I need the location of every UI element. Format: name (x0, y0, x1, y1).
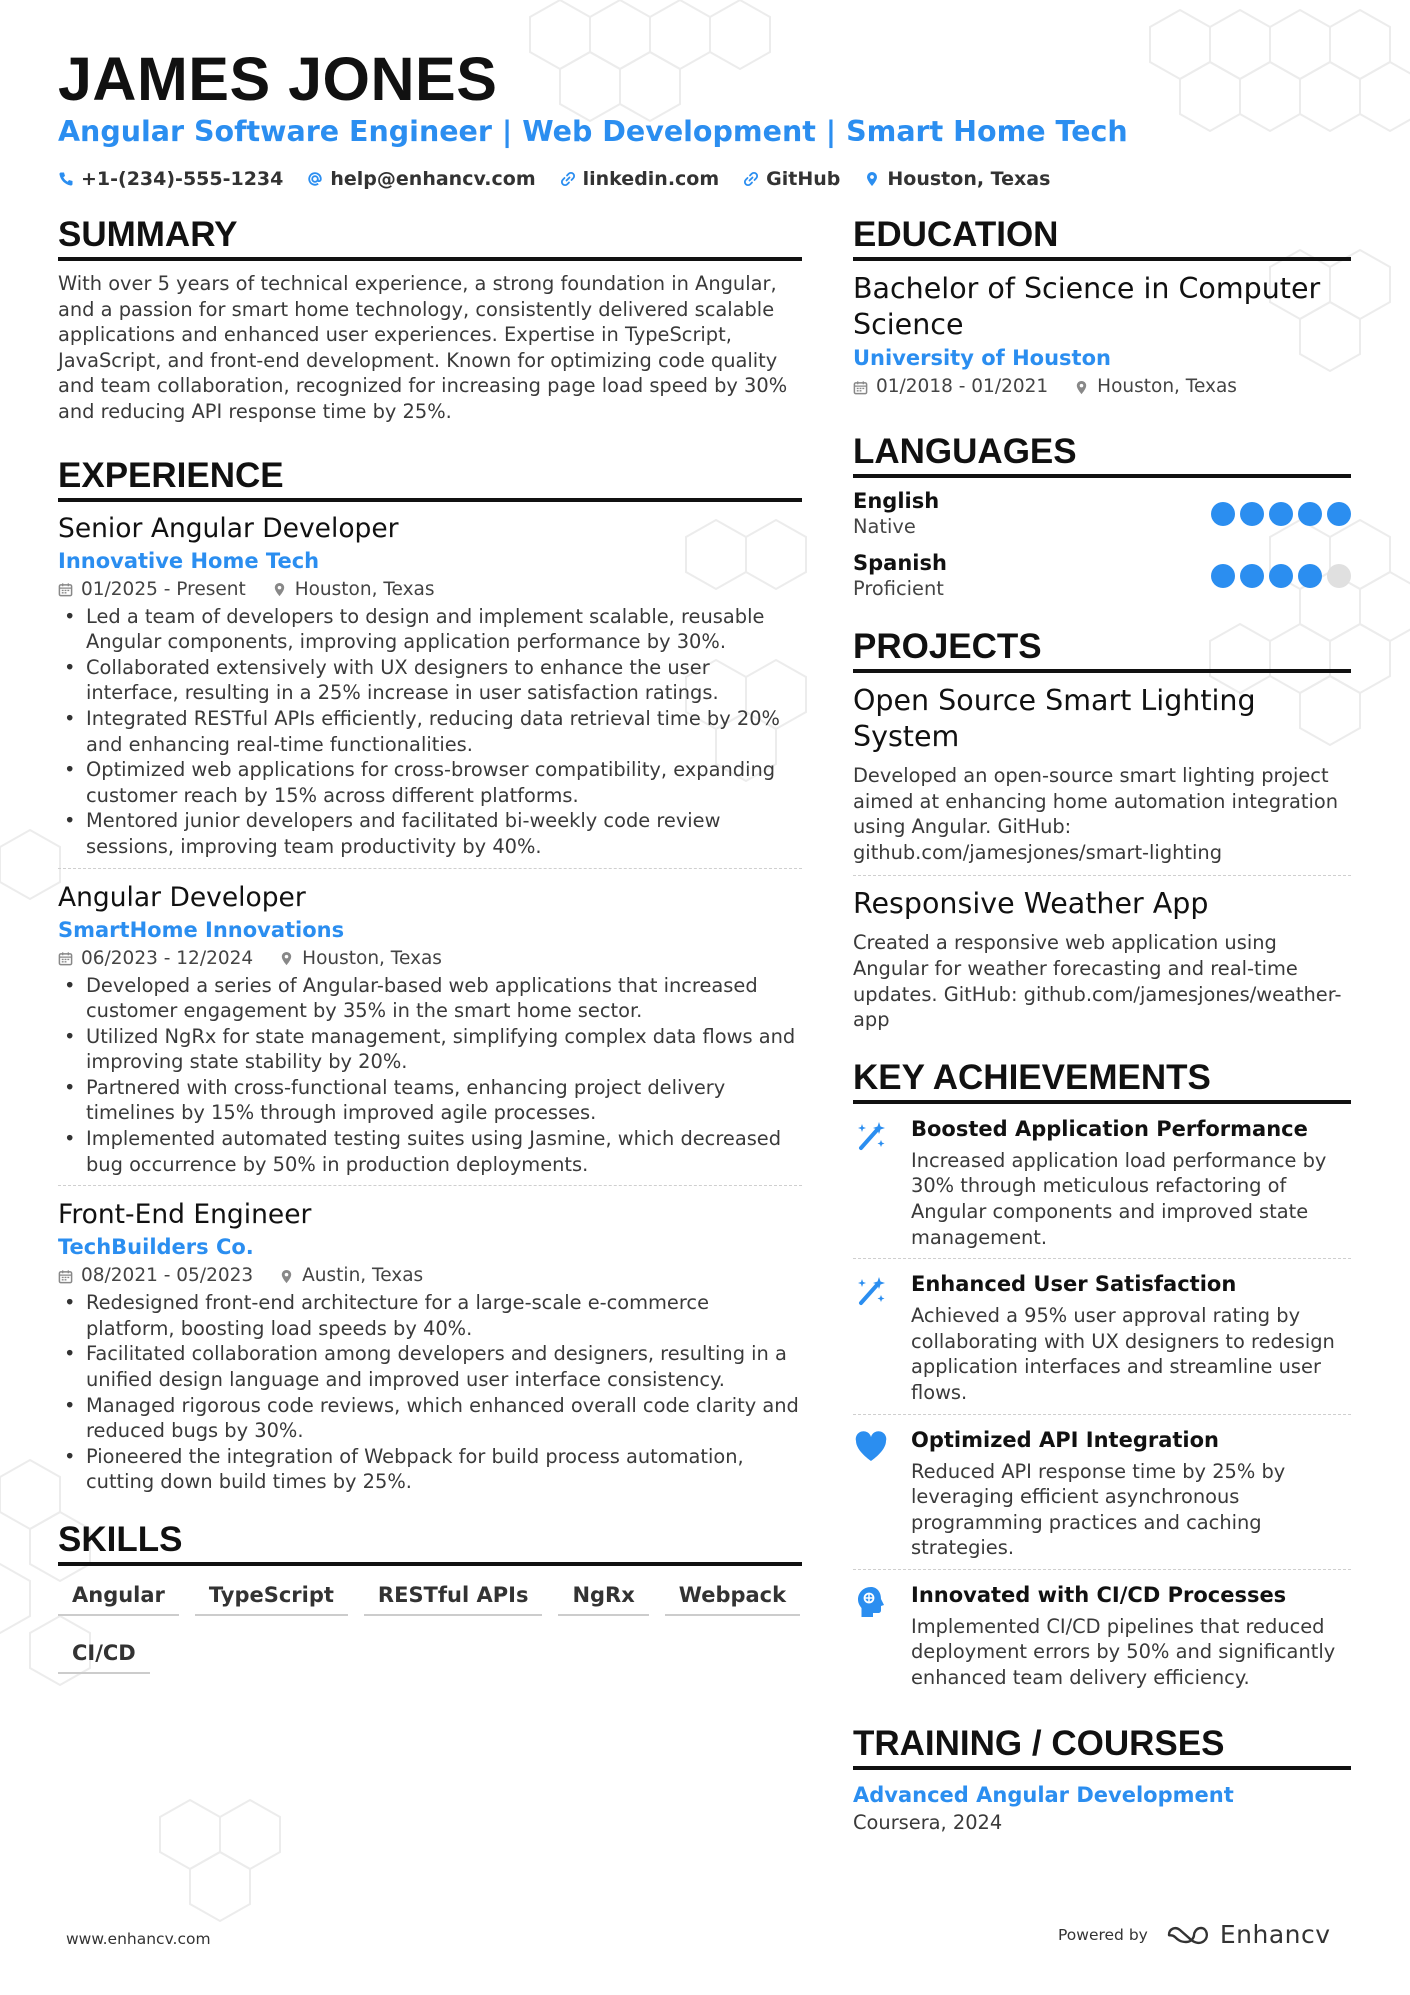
section-heading: KEY ACHIEVEMENTS (853, 1057, 1351, 1104)
language-entry (853, 550, 1351, 602)
education-dates (853, 373, 1048, 401)
at-sign-icon (307, 171, 323, 187)
skill-tag: CI/CD (58, 1634, 150, 1674)
job-location-text: Houston, Texas (294, 578, 435, 600)
education-location-text: Houston, Texas (1097, 376, 1237, 397)
school-name: University of Houston (853, 346, 1111, 370)
education-meta (853, 373, 1351, 401)
course-provider: Coursera, 2024 (853, 1810, 1003, 1834)
language-level: Proficient (853, 577, 944, 600)
job-dates-text: 01/2025 - Present (81, 578, 246, 600)
experience-section (58, 455, 802, 1503)
achievement-description: Increased application load performance by 30% through meticulous refactoring of Angular components and improved state management. (911, 1148, 1327, 1249)
candidate-name: JAMES JONES (58, 45, 498, 113)
contact-location (864, 168, 1050, 190)
achievement-title: Enhanced User Satisfaction (911, 1272, 1237, 1297)
location-pin-icon (1074, 380, 1089, 395)
language-name: Spanish (853, 551, 947, 575)
job-bullet: • Developed a series of Angular-based web applications that increased customer engagement by 35% in the smart home sector. (58, 973, 802, 1024)
achievement-title: Innovated with CI/CD Processes (911, 1582, 1287, 1607)
project-description: Created a responsive web application using Angular for weather forecasting and real-time updates. GitHub: github.com/jamesjones/weather-app (853, 931, 1342, 1032)
job-bullets (58, 604, 802, 860)
wand-icon (853, 1118, 889, 1154)
job-location-text: Austin, Texas (302, 1265, 424, 1287)
brand-name: Enhancv (1219, 1920, 1331, 1949)
achievement-title: Optimized API Integration (911, 1427, 1219, 1452)
calendar-icon (58, 1269, 73, 1284)
section-heading: SKILLS (58, 1519, 802, 1566)
achievements-section (853, 1057, 1351, 1699)
language-rating (1211, 502, 1351, 526)
experience-entry (58, 1198, 802, 1503)
job-title: Senior Angular Developer (58, 512, 399, 544)
job-bullet: • Implemented automated testing suites using Jasmine, which decreased bug occurrence by 50% in production deployments. (58, 1126, 802, 1177)
projects-section (853, 626, 1351, 1043)
contact-linkedin[interactable] (560, 168, 720, 190)
achievement-description: Achieved a 95% user approval rating by collaborating with UX designers to redesign application interfaces and streamline user flows. (911, 1304, 1335, 1404)
section-heading: PROJECTS (853, 626, 1351, 673)
achievement-entry (853, 1114, 1351, 1259)
language-rating (1211, 564, 1351, 588)
skill-tag: TypeScript (195, 1576, 348, 1616)
phone-icon (58, 171, 74, 187)
job-bullet: • Pioneered the integration of Webpack for build process automation, cutting down build times by 25%. (58, 1444, 802, 1495)
language-name: English (853, 489, 940, 513)
candidate-title: Angular Software Engineer | Web Development | Smart Home Tech (58, 115, 1128, 148)
experience-entry (58, 512, 802, 869)
heart-icon (853, 1429, 889, 1465)
job-bullet: • Facilitated collaboration among developers and designers, resulting in a unified design language and improved user interface consistency. (58, 1341, 802, 1392)
summary-text: With over 5 years of technical experience, a strong foundation in Angular, and a passion for smart home technology, consistently delivered scalable applications and enhanced user experiences. Expertise in TypeScript, JavaScript, and front-end development. Known for optimizing code quality and team collaboration, recognized for increasing page load speed by 30% and reducing API response time by 25%. (58, 272, 788, 423)
job-dates-text: 06/2023 - 12/2024 (81, 947, 254, 969)
powered-by-label: Powered by (1058, 1925, 1148, 1944)
location-pin-icon (272, 582, 287, 597)
skill-tag: Webpack (665, 1576, 800, 1616)
achievement-title: Boosted Application Performance (911, 1116, 1308, 1141)
job-location (279, 1262, 423, 1290)
contact-email[interactable] (307, 168, 535, 190)
contact-bar (58, 168, 1050, 190)
project-title: Responsive Weather App (853, 887, 1209, 921)
enhancv-logo-icon (1166, 1923, 1212, 1947)
project-description: Developed an open-source smart lighting project aimed at enhancing home automation integration using Angular. GitHub: github.com/jamesjones/smart-lighting (853, 764, 1339, 864)
job-meta (58, 1262, 802, 1290)
rating-dot-filled (1269, 502, 1293, 526)
section-heading: EXPERIENCE (58, 455, 802, 502)
link-icon (560, 171, 576, 187)
footer-website[interactable]: www.enhancv.com (66, 1930, 211, 1948)
job-title: Angular Developer (58, 881, 306, 913)
rating-dot-filled (1298, 564, 1322, 588)
contact-github-text: GitHub (766, 168, 841, 190)
job-location-text: Houston, Texas (302, 947, 442, 969)
achievement-entry (853, 1580, 1351, 1699)
contact-phone-text: +1-(234)-555-1234 (81, 168, 284, 190)
right-column (853, 214, 1351, 1835)
experience-entry (58, 881, 802, 1187)
achievement-description: Reduced API response time by 25% by leveraging efficient asynchronous programming practices and caching strategies. (911, 1459, 1286, 1560)
rating-dot-filled (1327, 502, 1351, 526)
language-entry (853, 488, 1351, 540)
project-entry (853, 683, 1351, 876)
job-dates (58, 576, 246, 604)
rating-dot-filled (1211, 564, 1235, 588)
job-bullet: • Utilized NgRx for state management, simplifying complex data flows and improving state stability by 20%. (58, 1024, 802, 1075)
rating-dot-filled (1240, 564, 1264, 588)
link-icon (743, 171, 759, 187)
contact-phone[interactable] (58, 168, 283, 190)
skill-tag: NgRx (558, 1576, 648, 1616)
skills-section (58, 1519, 802, 1674)
rating-dot-filled (1298, 502, 1322, 526)
rating-dot-empty (1327, 564, 1351, 588)
job-bullets (58, 973, 802, 1178)
skill-tag: Angular (58, 1576, 179, 1616)
languages-section (853, 431, 1351, 602)
contact-email-text: help@enhancv.com (330, 168, 536, 190)
education-dates-text: 01/2018 - 01/2021 (876, 376, 1049, 397)
contact-github[interactable] (743, 168, 840, 190)
job-bullet: • Collaborated extensively with UX designers to enhance the user interface, resulting in a 25% increase in user satisfaction ratings. (58, 655, 802, 706)
left-column (58, 214, 802, 1674)
rating-dot-filled (1240, 502, 1264, 526)
job-location (279, 945, 442, 973)
job-bullet: • Mentored junior developers and facilitated bi-weekly code review sessions, improving team productivity by 40%. (58, 808, 802, 859)
education-section (853, 214, 1351, 401)
degree-title: Bachelor of Science in Computer Science (853, 272, 1321, 341)
company-name: Innovative Home Tech (58, 548, 320, 573)
project-title: Open Source Smart Lighting System (853, 684, 1256, 753)
location-pin-icon (279, 951, 294, 966)
achievement-entry (853, 1425, 1351, 1570)
summary-section (58, 214, 802, 425)
training-section (853, 1723, 1351, 1836)
job-bullet: • Managed rigorous code reviews, which enhanced overall code clarity and reduced bugs by 30%. (58, 1393, 802, 1444)
skill-tag: RESTful APIs (364, 1576, 543, 1616)
job-dates-text: 08/2021 - 05/2023 (81, 1265, 254, 1287)
job-meta (58, 945, 802, 973)
company-name: TechBuilders Co. (58, 1235, 254, 1260)
section-heading: TRAINING / COURSES (853, 1723, 1351, 1770)
job-bullet: • Redesigned front-end architecture for a large-scale e-commerce platform, boosting load speeds by 40%. (58, 1290, 802, 1341)
achievement-entry (853, 1269, 1351, 1414)
calendar-icon (58, 582, 73, 597)
education-location (1074, 373, 1237, 401)
course-title: Advanced Angular Development (853, 1782, 1234, 1807)
location-pin-icon (279, 1269, 294, 1284)
job-dates (58, 1262, 253, 1290)
footer-branding (1058, 1920, 1331, 1949)
skills-list (58, 1576, 802, 1674)
wand-icon (853, 1273, 889, 1309)
job-bullet: • Optimized web applications for cross-browser compatibility, expanding customer reach by 15% across different platforms. (58, 757, 802, 808)
job-title: Front-End Engineer (58, 1199, 312, 1231)
rating-dot-filled (1269, 564, 1293, 588)
brand-logo[interactable] (1166, 1920, 1331, 1949)
contact-linkedin-text: linkedin.com (582, 168, 720, 190)
calendar-icon (853, 380, 868, 395)
job-bullet: • Integrated RESTful APIs efficiently, reducing data retrieval time by 20% and enhancing real-time functionalities. (58, 706, 802, 757)
job-meta (58, 576, 802, 604)
achievement-description: Implemented CI/CD pipelines that reduced deployment errors by 50% and significantly enhanced team delivery efficiency. (911, 1614, 1336, 1690)
job-bullets (58, 1290, 802, 1495)
contact-location-text: Houston, Texas (887, 168, 1051, 190)
job-location (272, 576, 435, 604)
section-heading: EDUCATION (853, 214, 1351, 261)
rating-dot-filled (1211, 502, 1235, 526)
project-entry (853, 886, 1351, 1042)
section-heading: SUMMARY (58, 214, 802, 261)
job-bullet: • Partnered with cross-functional teams, enhancing project delivery timelines by 15% through improved agile processes. (58, 1075, 802, 1126)
location-pin-icon (864, 171, 880, 187)
company-name: SmartHome Innovations (58, 917, 345, 942)
head-brain-icon (853, 1584, 889, 1620)
job-bullet: • Led a team of developers to design and implement scalable, reusable Angular components, improving application performance by 30%. (58, 604, 802, 655)
job-dates (58, 945, 253, 973)
calendar-icon (58, 951, 73, 966)
language-level: Native (853, 515, 916, 538)
section-heading: LANGUAGES (853, 431, 1351, 478)
